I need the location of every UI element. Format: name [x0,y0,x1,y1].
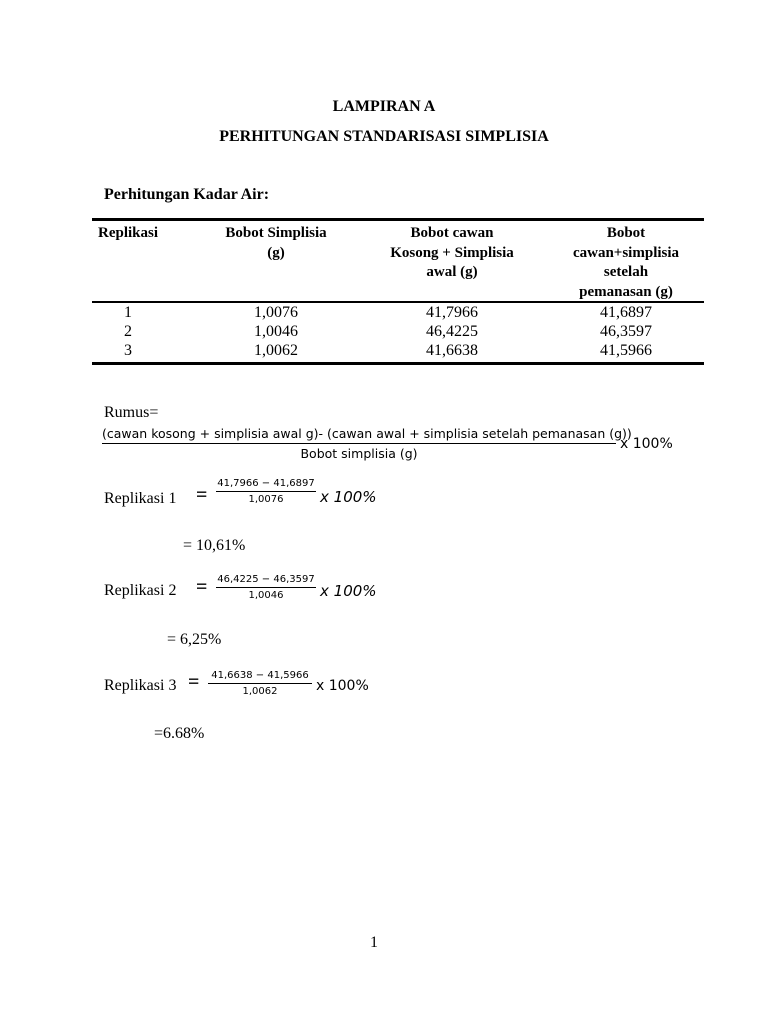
header-line: pemanasan (g) [579,283,673,300]
replikasi-2-multiplier: x 100% [320,582,377,600]
header-line: Kosong + Simplisia [390,244,514,261]
table-cell: 1,0046 [254,323,298,340]
table-row [92,341,704,360]
replikasi-2-label: Replikasi 2 [104,582,177,599]
header-line: awal (g) [426,264,478,280]
fraction-denominator: 1,0062 [242,686,278,698]
replikasi-2-result: = 6,25% [167,631,222,648]
table-cell: 41,5966 [600,342,652,359]
formula-label: Rumus= [104,404,159,421]
fraction-denominator: 1,0076 [248,494,284,506]
general-formula-fraction [102,426,632,462]
table-cell: 1,0076 [254,304,298,321]
table-cell: 1,0062 [254,342,298,359]
table-cell: 46,3597 [600,323,652,340]
table-bottom-rule [92,362,704,365]
column-header-bobot-simplisia [196,224,356,263]
replikasi-3-result: =6.68% [154,725,205,742]
header-line: cawan+simplisia [572,244,680,261]
equals-sign: = [196,576,208,598]
fraction-denominator: 1,0046 [248,590,284,602]
table-row [92,322,704,341]
document-subheading: PERHITUNGAN STANDARISASI SIMPLISIA [219,128,549,145]
replikasi-1-multiplier: x 100% [320,488,377,506]
fraction-bar [102,443,616,444]
header-line: (g) [267,244,285,261]
fraction-numerator: 41,6638 − 41,5966 [211,670,309,681]
formula-numerator: (cawan kosong + simplisia awal g)- (cawan awal + simplisia setelah pemanasan (g)) [102,426,632,441]
fraction-bar [208,683,312,684]
document-heading: LAMPIRAN A [332,98,436,115]
fraction-bar [216,587,316,588]
column-header-replikasi [92,224,164,244]
replikasi-3-multiplier: x 100% [316,678,369,694]
header-line: Bobot cawan [410,225,494,241]
replikasi-1-result: = 10,61% [183,537,246,554]
fraction-bar [216,491,316,492]
table-cell: 3 [124,342,132,359]
page-number: 1 [370,934,378,951]
table-cell: 41,7966 [426,304,478,321]
table-cell: 46,4225 [426,323,478,340]
formula-multiplier: x 100% [620,436,673,452]
header-line: Bobot Simplisia [225,225,327,241]
table-top-rule [92,218,704,221]
table-cell: 41,6897 [600,304,652,321]
equals-sign: = [196,484,208,506]
table-cell: 41,6638 [426,342,478,359]
column-header-bobot-cawan-awal [360,224,544,283]
table-row [92,303,704,322]
replikasi-3-fraction [208,670,312,697]
header-line: Replikasi [97,225,158,241]
section-title: Perhitungan Kadar Air: [104,186,270,203]
replikasi-1-label: Replikasi 1 [104,490,177,507]
replikasi-2-fraction [216,574,316,601]
replikasi-3-label: Replikasi 3 [104,677,177,694]
header-line: Bobot [606,225,646,241]
fraction-numerator: 46,4225 − 46,3597 [217,574,315,585]
replikasi-1-fraction [216,478,316,505]
formula-denominator: Bobot simplisia (g) [300,446,418,462]
table-cell: 1 [124,304,132,321]
column-header-bobot-setelah-pemanasan [548,224,704,302]
fraction-numerator: 41,7966 − 41,6897 [217,478,315,489]
equals-sign: = [188,671,200,693]
header-line: setelah [603,264,649,280]
table-cell: 2 [124,323,132,340]
